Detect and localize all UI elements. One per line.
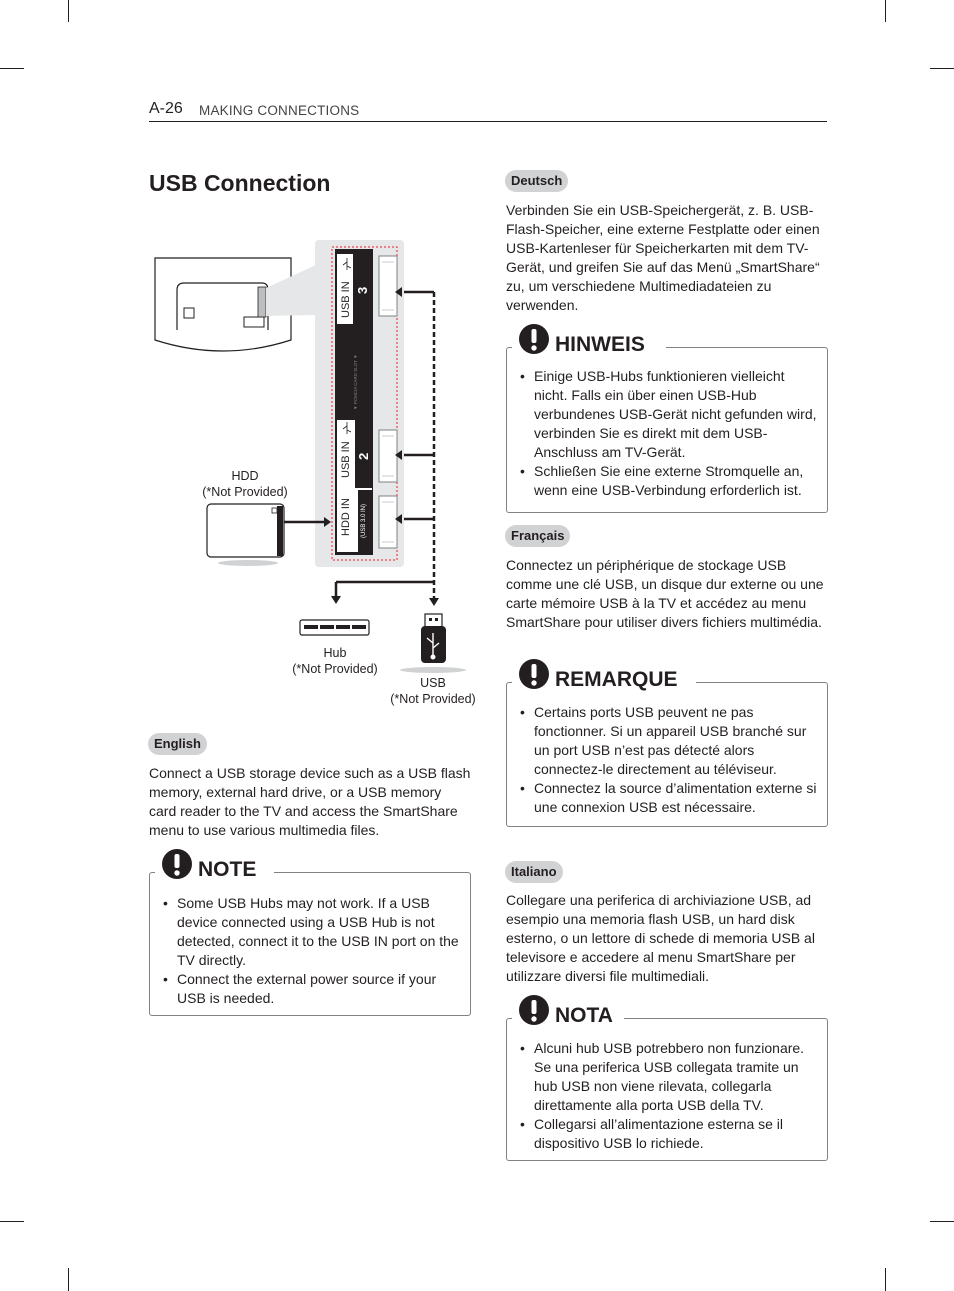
hub-caption bbox=[285, 645, 385, 677]
crop-mark bbox=[68, 0, 69, 22]
usb-note: (*Not Provided) bbox=[390, 692, 476, 706]
hub-label: Hub bbox=[323, 646, 347, 660]
note-box-english bbox=[149, 858, 471, 1016]
usb-stick-icon bbox=[400, 614, 466, 673]
note-box-deutsch bbox=[506, 333, 828, 513]
crop-mark bbox=[885, 1268, 886, 1291]
note-title: NOTA bbox=[555, 1004, 613, 1027]
hdd-label: HDD bbox=[231, 469, 259, 483]
note-box-italiano bbox=[506, 1004, 828, 1161]
port-label-hdd-in: HDD IN bbox=[340, 498, 352, 536]
port-number-1: 1 bbox=[356, 544, 371, 552]
note-title: REMARQUE bbox=[555, 668, 678, 691]
note-heading bbox=[512, 994, 624, 1026]
note-item: • Certains ports USB peuvent ne pas fonctionner. Si un appareil USB branché sur un port USB n’est pas détecté alors connectez-le directement au téléviseur. bbox=[520, 703, 817, 779]
crop-mark bbox=[0, 68, 24, 69]
language-badge-francais: Français bbox=[505, 525, 570, 547]
crop-mark bbox=[930, 68, 954, 69]
card-slot-label: ▼ PCMCIA CARD SLOT ▼ bbox=[353, 354, 358, 410]
note-title: NOTE bbox=[198, 858, 257, 881]
english-paragraph: Connect a USB storage device such as a USB flash memory, external hard drive, or a USB memory card reader to the TV and access the SmartShare menu to use various multimedia files. bbox=[149, 765, 471, 838]
hub-note: (*Not Provided) bbox=[292, 662, 378, 676]
note-item: • Collegarsi all’alimentazione esterna se il dispositivo USB lo richiede. bbox=[520, 1115, 817, 1153]
note-item: • Some USB Hubs may not work. If a USB device connected using a USB Hub is not detected, connect it to the USB IN port on the TV directly. bbox=[163, 894, 460, 970]
crop-mark bbox=[930, 1221, 954, 1222]
page-title: USB Connection bbox=[149, 170, 331, 196]
port-number-2: 2 bbox=[356, 452, 371, 460]
note-list bbox=[520, 703, 817, 817]
port-label-usb-sub: (USB 3.0 IN) bbox=[361, 503, 367, 538]
port-label-usb-in-3: USB IN bbox=[340, 281, 352, 318]
exclamation-icon bbox=[518, 994, 550, 1026]
hdd-note: (*Not Provided) bbox=[202, 485, 288, 499]
note-title: HINWEIS bbox=[555, 333, 645, 356]
crop-mark bbox=[68, 1268, 69, 1291]
usb-caption bbox=[383, 675, 483, 707]
note-heading bbox=[155, 848, 274, 880]
hdd-device-icon bbox=[207, 504, 284, 566]
language-badge-italiano: Italiano bbox=[505, 861, 563, 883]
note-heading bbox=[512, 323, 666, 355]
deutsch-paragraph: Verbinden Sie ein USB-Speichergerät, z. B. USB-Flash-Speicher, eine externe Festplatte oder einen USB-Kartenleser für Speicherkarten mit dem TV-Gerät, und greifen Sie auf das Menü „SmartShare“ zu, um verschiedene Multimediadateien zu verwenden. bbox=[506, 202, 820, 313]
note-item: • Alcuni hub USB potrebbero non funzionare. Se una periferica USB collegata tramite un hub USB non viene rilevata, collegarla direttamente alla porta USB della TV. bbox=[520, 1039, 817, 1115]
page-header bbox=[149, 100, 827, 122]
note-box-francais bbox=[506, 668, 828, 827]
crop-mark bbox=[885, 0, 886, 22]
francais-paragraph: Connectez un périphérique de stockage USB comme une clé USB, un disque dur externe ou une carte mémoire USB à la TV et accédez au menu SmartShare pour utiliser divers fichiers multimédia. bbox=[506, 557, 824, 630]
note-list bbox=[163, 894, 460, 1008]
section-title: MAKING CONNECTIONS bbox=[199, 103, 360, 118]
crop-mark bbox=[0, 1221, 24, 1222]
note-list bbox=[520, 367, 817, 500]
tv-rear-illustration bbox=[155, 258, 316, 351]
exclamation-icon bbox=[518, 323, 550, 355]
hdd-caption bbox=[195, 468, 295, 500]
port-label-usb-in-2: USB IN bbox=[340, 441, 352, 478]
italiano-paragraph: Collegare una periferica di archiviazione USB, ad esempio una memoria flash USB, un hard disk esterno, o un lettore di schede di memoria USB al televisore e accedere al menu SmartShare per utilizzare diversi file multimediali. bbox=[506, 892, 815, 984]
note-item: • Connectez la source d’alimentation externe si une connexion USB est nécessaire. bbox=[520, 779, 817, 817]
exclamation-icon bbox=[161, 848, 193, 880]
note-list bbox=[520, 1039, 817, 1153]
note-item: • Schließen Sie eine externe Stromquelle an, wenn eine USB-Verbindung erforderlich ist. bbox=[520, 462, 817, 500]
note-item: • Connect the external power source if your USB is needed. bbox=[163, 970, 460, 1008]
exclamation-icon bbox=[518, 658, 550, 690]
note-heading bbox=[512, 658, 696, 690]
port-number-3: 3 bbox=[355, 286, 370, 294]
usb-label: USB bbox=[420, 676, 446, 690]
page-number: A-26 bbox=[149, 100, 183, 117]
language-badge-english: English bbox=[148, 733, 207, 755]
usb-hub-icon bbox=[300, 620, 369, 635]
note-item: • Einige USB-Hubs funktionieren vielleicht nicht. Falls ein über einen USB-Hub verbundenes USB-Gerät nicht gefunden wird, verbinden Sie es direkt mit dem USB-Anschluss am TV-Gerät. bbox=[520, 367, 817, 462]
language-badge-deutsch: Deutsch bbox=[505, 170, 568, 192]
